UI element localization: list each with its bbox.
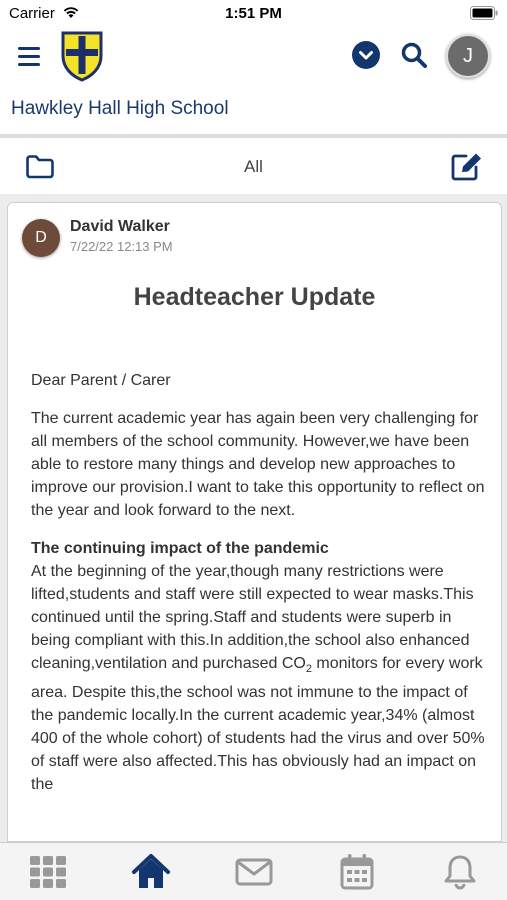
section-text-continued: monitors for every work area. Despite this,the school was not immune to the impact of the pandemic locally.In the current academic year,34% (almost 400 of the whole cohort) of students had the virus and over 50% of staff were also affected.This has obviously had an impact on the xyxy=(31,655,485,794)
battery-icon xyxy=(470,6,498,20)
co2-subscript: 2 xyxy=(305,663,312,676)
author-avatar[interactable]: D xyxy=(22,219,60,257)
status-bar xyxy=(0,0,507,28)
carrier-label: Carrier xyxy=(9,5,55,22)
school-name: Hawkley Hall High School xyxy=(11,98,229,119)
chevron-down-icon xyxy=(352,41,380,69)
user-avatar[interactable]: J xyxy=(446,34,490,78)
post-card[interactable] xyxy=(7,202,502,842)
hamburger-menu-icon[interactable] xyxy=(16,44,44,68)
calendar-icon[interactable] xyxy=(337,853,377,891)
post-timestamp: 7/22/22 12:13 PM xyxy=(70,239,173,254)
search-icon[interactable] xyxy=(400,41,428,69)
grid-icon[interactable] xyxy=(28,853,68,891)
post-title: Headteacher Update xyxy=(133,283,376,311)
post-paragraph: The current academic year has again been very challenging for all members of the school community. However,we have been able to restore many things and develop new approaches to improve our provision.I want to take this opportunity to reflect on the year and look forward to the next. xyxy=(31,410,485,519)
compose-icon[interactable] xyxy=(450,151,484,183)
feed-filter-title[interactable]: All xyxy=(244,157,263,176)
school-crest-logo xyxy=(60,30,104,82)
bell-icon[interactable] xyxy=(440,853,480,891)
section-text: At the beginning of the year,though many restrictions were lifted,students and staff were still expected to wear masks.This continued until the spring.Staff and students were superb in being compliant with this.In addition,the school also enhanced cleaning,ventilation and purchased CO xyxy=(31,563,474,672)
dropdown-chevron-button[interactable] xyxy=(352,41,380,69)
app-header xyxy=(0,28,507,134)
post-section xyxy=(31,537,486,796)
clock: 1:51 PM xyxy=(225,5,282,22)
post-body xyxy=(31,369,486,811)
bottom-tab-bar xyxy=(0,842,507,900)
feed-toolbar xyxy=(0,138,507,194)
author-name: David Walker xyxy=(70,218,170,235)
mail-icon[interactable] xyxy=(234,853,274,891)
post-greeting: Dear Parent / Carer xyxy=(31,372,171,389)
section-heading: The continuing impact of the pandemic xyxy=(31,540,329,557)
home-icon[interactable] xyxy=(131,853,171,891)
